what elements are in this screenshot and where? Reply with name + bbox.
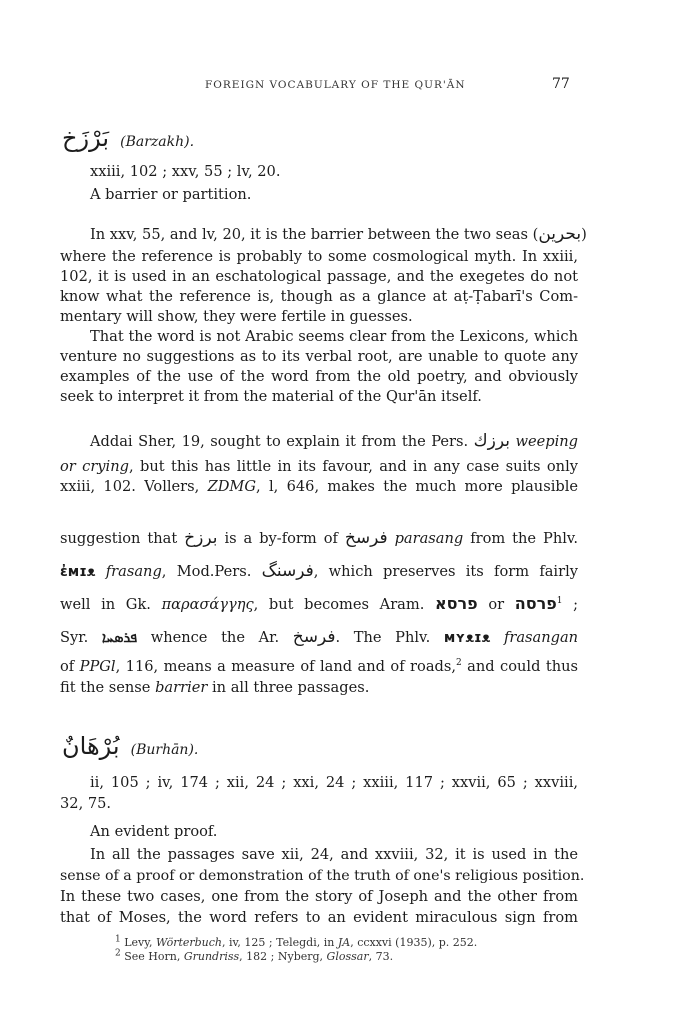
arabic-word: برزك bbox=[473, 431, 510, 451]
greek-word: παρασάγγης bbox=[161, 596, 254, 613]
paragraph-line: Addai Sher, 19, sought to explain it from the Pers. برزك weeping bbox=[90, 431, 579, 451]
paragraph-line: of PPGl, 116, means a measure of land and of roads,$^2$ and could thus bbox=[60, 658, 579, 675]
paragraph-line: where the reference is probably to some cosmological myth. In xxiii, bbox=[60, 248, 578, 265]
paragraph-line: fit the sense barrier in all three passages. bbox=[60, 679, 370, 696]
hebrew-word: פרסה bbox=[514, 594, 557, 613]
entry-definition: A barrier or partition. bbox=[90, 186, 252, 203]
pahlavi-word: ᴍʏᴥɪᴥ bbox=[443, 630, 491, 646]
arabic-word: برزخ bbox=[184, 528, 218, 548]
paragraph-line: ɛ̓ᴍɪᴥ frasang, Mod.Pers. فرسنگ, which preserves its form fairly bbox=[60, 561, 578, 581]
hebrew-word: פרסא bbox=[435, 594, 478, 613]
footnote-ref: 1 bbox=[556, 596, 563, 607]
entry-heading-burhan bbox=[62, 732, 198, 760]
headword-transliteration: (Burhān). bbox=[130, 742, 199, 758]
footnote-ref: 2 bbox=[456, 658, 462, 669]
headword-arabic: بَرْزَخ bbox=[62, 124, 110, 152]
footnote-1: $^1$ Levy, Wörterbuch, iv, 125 ; Telegdi, in JA, ccxxvi (1935), p. 252. bbox=[115, 934, 478, 949]
paragraph-line: Syr. ܦܪܣܚܐ whence the Ar. فرسخ. The Phlv. ᴍʏᴥɪᴥ frasangan bbox=[60, 627, 579, 647]
paragraph-line: 102, it is used in an eschatological passage, and the exegetes do not bbox=[60, 268, 578, 285]
running-header: FOREIGN VOCABULARY OF THE QUR'ĀN bbox=[205, 79, 466, 91]
entry-definition: An evident proof. bbox=[90, 823, 218, 840]
paragraph-line: sense of a proof or demonstration of the truth of one's religious position. bbox=[60, 868, 585, 884]
paragraph-line: that of Moses, the word refers to an evident miraculous sign from bbox=[60, 909, 578, 926]
paragraph-line: venture no suggestions as to its verbal root, are unable to quote any bbox=[60, 348, 578, 365]
arabic-word: فرسنگ bbox=[261, 561, 314, 581]
entry-references: ii, 105 ; iv, 174 ; xii, 24 ; xxi, 24 ; xxiii, 117 ; xxvii, 65 ; xxviii, bbox=[90, 774, 578, 791]
paragraph-line: suggestion that برزخ is a by-form of فرسخ parasang from the Phlv. bbox=[60, 528, 579, 548]
footnote-mark: 2 bbox=[115, 948, 121, 959]
footnote-mark: 1 bbox=[115, 934, 121, 945]
paragraph-line: seek to interpret it from the material of the Qur'ān itself. bbox=[60, 388, 482, 405]
syriac-word: ܦܪܣܚܐ bbox=[101, 630, 138, 646]
entry-heading-barzakh bbox=[62, 124, 194, 152]
arabic-word: بحرين bbox=[538, 224, 582, 244]
headword-transliteration: (Barzakh). bbox=[120, 134, 195, 150]
pahlavi-word: ɛ̓ᴍɪᴥ bbox=[60, 564, 96, 580]
paragraph-line: well in Gk. παρασάγγης, but becomes Aram. פרסא or פרסה$^1$ ; bbox=[60, 594, 579, 613]
page-number: 77 bbox=[552, 76, 570, 92]
footnote-2: $^2$ See Horn, Grundriss, 182 ; Nyberg, Glossar, 73. bbox=[115, 948, 394, 963]
paragraph-line: examples of the use of the word from the old poetry, and obviously bbox=[60, 368, 578, 385]
paragraph-line: In xxv, 55, and lv, 20, it is the barrier between the two seas (بحرين) bbox=[90, 224, 587, 244]
paragraph-line: xxiii, 102. Vollers, ZDMG, l, 646, makes the much more plausible bbox=[60, 478, 579, 495]
paragraph-line: mentary will show, they were fertile in guesses. bbox=[60, 308, 413, 325]
arabic-word: فرسخ bbox=[344, 528, 388, 548]
entry-references: xxiii, 102 ; xxv, 55 ; lv, 20. bbox=[90, 163, 281, 180]
paragraph-line: That the word is not Arabic seems clear from the Lexicons, which bbox=[90, 328, 578, 345]
paragraph-line: or crying, but this has little in its favour, and in any case suits only bbox=[60, 458, 578, 475]
entry-references: 32, 75. bbox=[60, 795, 112, 812]
paragraph-line: know what the reference is, though as a glance at aṭ-Ṭabarī's Com- bbox=[60, 288, 578, 305]
arabic-word: فرسخ bbox=[292, 627, 336, 647]
paragraph-line: In all the passages save xii, 24, and xxviii, 32, it is used in the bbox=[90, 846, 578, 863]
paragraph-line: In these two cases, one from the story of Joseph and the other from bbox=[60, 888, 578, 905]
headword-arabic: بُرْهَانٌ bbox=[62, 732, 120, 760]
